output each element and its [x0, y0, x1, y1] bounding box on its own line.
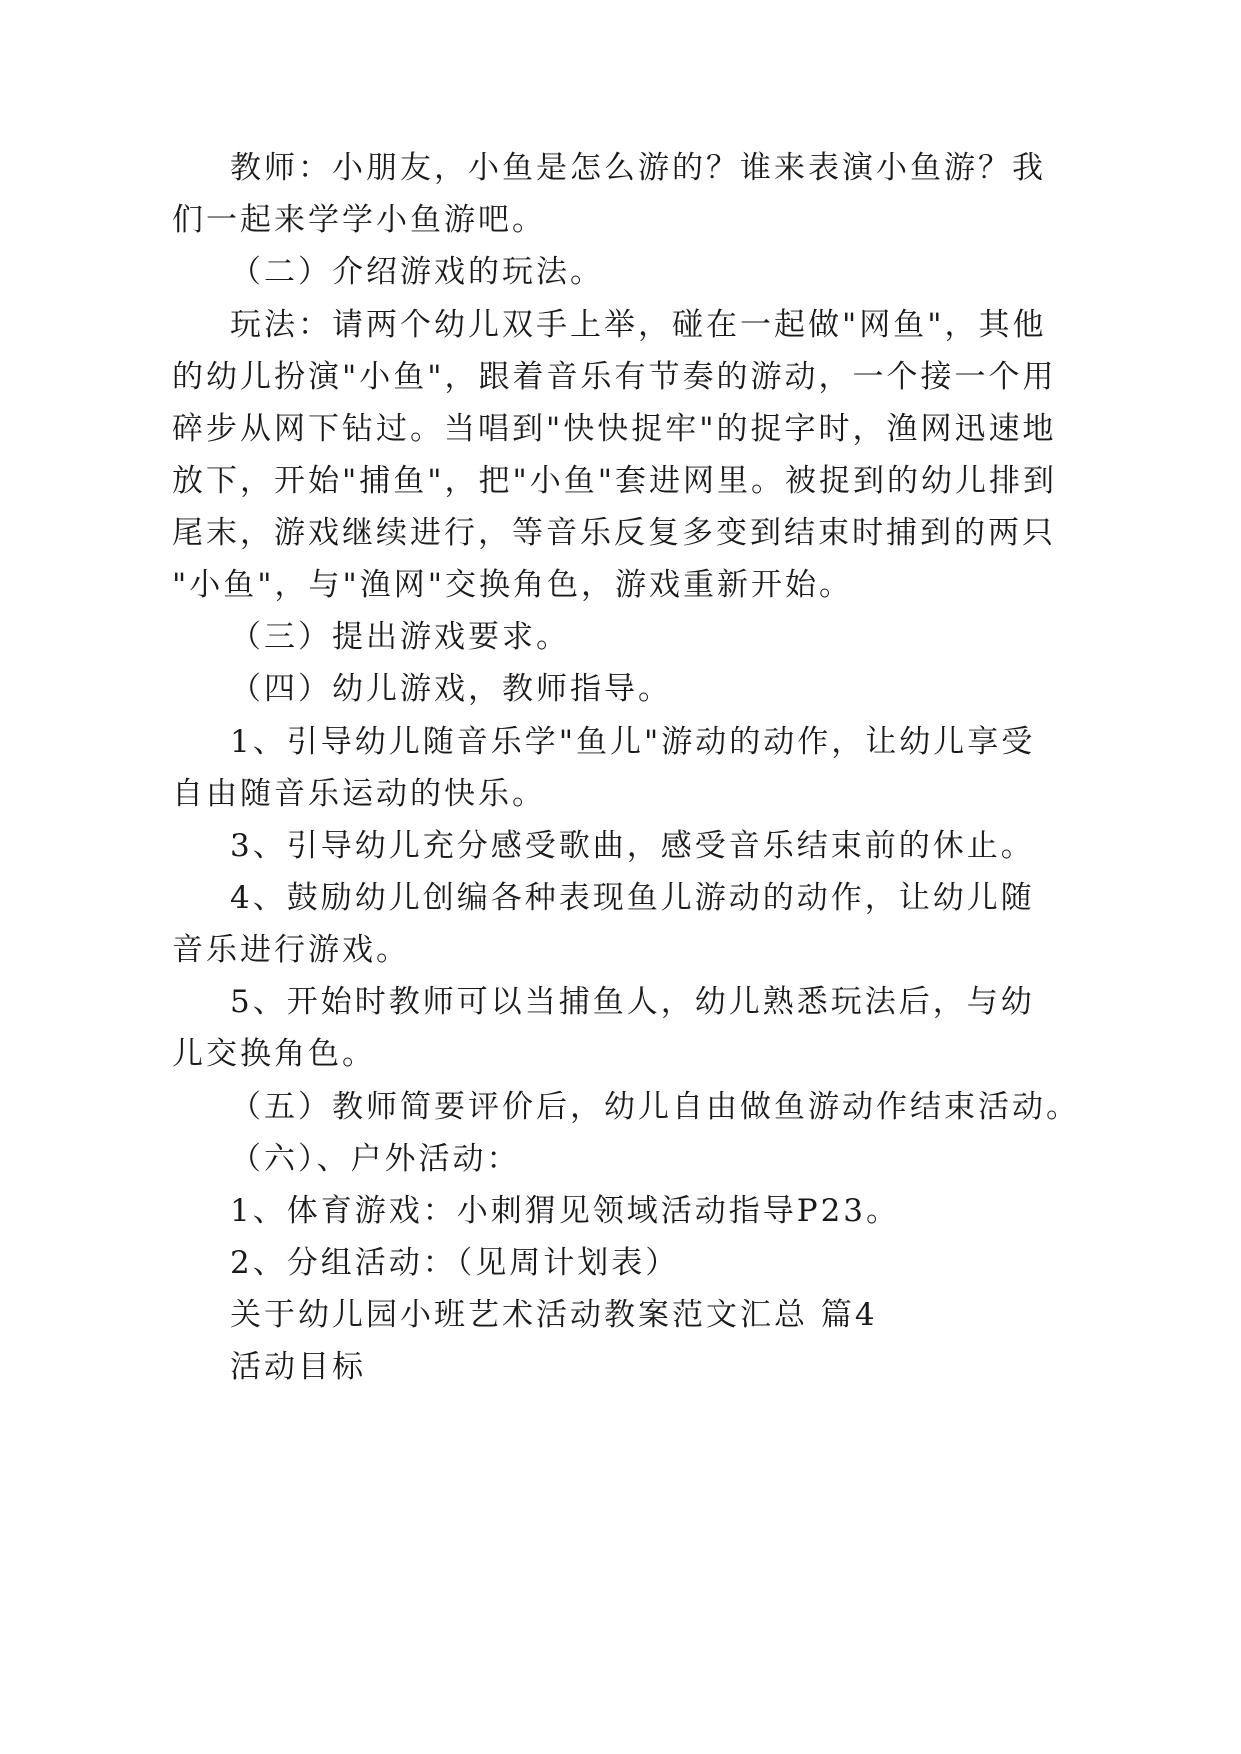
section-heading: （四）幼儿游戏，教师指导。 [230, 671, 672, 707]
list-item-line: 4、鼓励幼儿创编各种表现鱼儿游动的动作，让幼儿随 [230, 880, 1035, 916]
list-item-line: 2、分组活动：（见周计划表） [230, 1245, 680, 1281]
paragraph-line: 尾末，游戏继续进行，等音乐反复多变到结束时捕到的两只 [172, 515, 1056, 551]
list-item-line: 1、引导幼儿随音乐学"鱼儿"游动的动作，让幼儿享受 [230, 724, 1036, 760]
section-heading: （六）、户外活动： [230, 1141, 521, 1177]
document-title: 关于幼儿园小班艺术活动教案范文汇总 篇4 [230, 1297, 878, 1333]
list-item-line: 自由随音乐运动的快乐。 [172, 776, 546, 812]
list-item-line: 1、体育游戏：小刺猬见领域活动指导P23。 [230, 1193, 901, 1229]
section-heading: （五）教师简要评价后，幼儿自由做鱼游动作结束活动。 [230, 1089, 1080, 1125]
list-item-line: 儿交换角色。 [172, 1036, 376, 1072]
paragraph-line: 玩法：请两个幼儿双手上举，碰在一起做"网鱼"，其他 [230, 307, 1047, 343]
list-item-line: 音乐进行游戏。 [172, 932, 410, 968]
paragraph-line: 教师：小朋友，小鱼是怎么游的？谁来表演小鱼游？我 [230, 150, 1046, 186]
list-item-line: 5、开始时教师可以当捕鱼人，幼儿熟悉玩法后，与幼 [230, 984, 1035, 1020]
paragraph-line: 们一起来学学小鱼游吧。 [172, 202, 546, 238]
paragraph-line: 的幼儿扮演"小鱼"，跟着音乐有节奏的游动，一个接一个用 [172, 359, 1057, 395]
list-item-line: 3、引导幼儿充分感受歌曲，感受音乐结束前的休止。 [230, 828, 1035, 864]
paragraph-line: 放下，开始"捕鱼"，把"小鱼"套进网里。被捉到的幼儿排到 [172, 463, 1058, 499]
section-heading: （三）提出游戏要求。 [230, 619, 570, 655]
paragraph-line: 碎步从网下钻过。当唱到"快快捉牢"的捉字时，渔网迅速地 [172, 411, 1057, 447]
section-heading: （二）介绍游戏的玩法。 [230, 254, 604, 290]
paragraph-line: "小鱼"，与"渔网"交换角色，游戏重新开始。 [172, 567, 854, 603]
section-heading: 活动目标 [230, 1349, 366, 1385]
